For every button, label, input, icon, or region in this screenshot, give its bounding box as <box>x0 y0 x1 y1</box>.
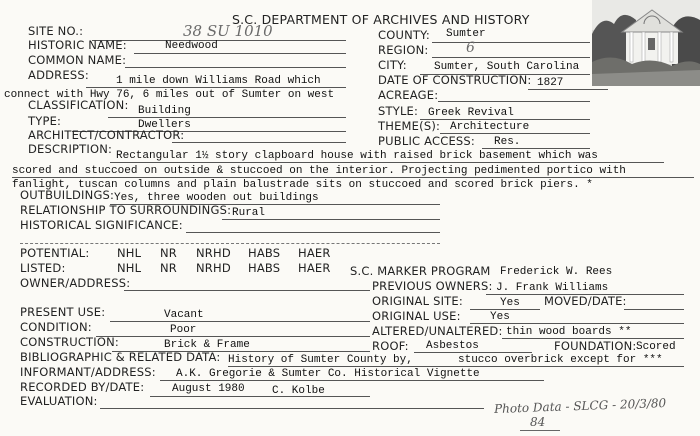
present-use-line <box>110 321 370 322</box>
roof-label: ROOF: <box>372 339 409 353</box>
potential-label: POTENTIAL: <box>20 246 90 260</box>
historic-name-line <box>134 53 346 54</box>
present-use-label: PRESENT USE: <box>20 305 106 319</box>
original-site-label: ORIGINAL SITE: <box>372 294 463 308</box>
altered-value: thin wood boards ** <box>506 326 632 338</box>
date-of-construction-label: DATE OF CONSTRUCTION: <box>378 73 532 87</box>
description-line-3: fanlight, tuscan columns and plain balustrade sits on stuccoed and scored brick piers. * <box>12 179 593 191</box>
recorded-line <box>150 396 370 397</box>
potential-option-nrhd: NRHD <box>196 246 231 260</box>
roof-value: Asbestos <box>426 340 479 352</box>
address-line-rule <box>86 87 346 88</box>
historic-name-label: HISTORIC NAME: <box>28 38 127 52</box>
construction-value: Brick & Frame <box>164 339 250 351</box>
condition-label: CONDITION: <box>20 320 92 334</box>
county-line <box>432 42 590 43</box>
previous-owners-value: J. Frank Williams <box>496 282 609 294</box>
date-of-construction-line <box>528 89 608 90</box>
county-value: Sumter <box>446 28 486 40</box>
site-no-value: 38 SU 1010 <box>183 22 273 40</box>
recorded-label: RECORDED BY/DATE: <box>20 380 145 394</box>
city-value: Sumter, South Carolina <box>434 61 580 73</box>
address-label: ADDRESS: <box>28 68 89 82</box>
informant-line <box>160 380 544 381</box>
previous-owners-label: PREVIOUS OWNERS: <box>372 279 493 293</box>
owner-line <box>124 290 370 291</box>
evaluation-label: EVALUATION: <box>20 394 98 408</box>
moved-date-line <box>624 309 684 310</box>
potential-option-nr: NR <box>160 246 177 260</box>
foundation-value: Scored <box>636 341 676 353</box>
original-site-line <box>470 309 540 310</box>
theme-label: THEME(S): <box>378 119 441 133</box>
architect-label: ARCHITECT/CONTRACTOR: <box>28 128 185 142</box>
marker-program-label: S.C. MARKER PROGRAM <box>350 264 491 278</box>
condition-value: Poor <box>170 324 197 336</box>
classification-line <box>108 117 346 118</box>
bibliographic-note: stucco overbrick except for *** <box>458 354 663 366</box>
description-label: DESCRIPTION: <box>28 142 113 156</box>
owner-label: OWNER/ADDRESS: <box>20 276 131 290</box>
city-label: CITY: <box>378 58 407 72</box>
potential-option-haer: HAER <box>298 246 331 260</box>
style-label: STYLE: <box>378 104 419 118</box>
classification-label: CLASSIFICATION: <box>28 98 129 112</box>
evaluation-line <box>100 408 484 409</box>
relationship-line <box>222 219 440 220</box>
listed-option-habs: HABS <box>248 261 281 275</box>
site-no-line <box>92 40 346 41</box>
recorded-by: C. Kolbe <box>272 385 325 397</box>
style-line <box>420 119 590 120</box>
listed-label: LISTED: <box>20 261 66 275</box>
photo-data-number: 84 <box>530 415 546 429</box>
bibliographic-line <box>228 366 684 367</box>
county-label: COUNTY: <box>378 28 430 42</box>
address-line-2: connect with Hwy 76, 6 miles out of Sumter on west <box>4 89 335 101</box>
public-access-line <box>482 148 590 149</box>
section-divider <box>20 243 440 244</box>
recorded-date: August 1980 <box>172 383 245 395</box>
listed-option-nrhd: NRHD <box>196 261 231 275</box>
significance-label: HISTORICAL SIGNIFICANCE: <box>20 218 183 232</box>
bibliographic-value: History of Sumter County by, <box>228 354 413 366</box>
classification-value: Building <box>138 105 191 117</box>
outbuildings-label: OUTBUILDINGS: <box>20 188 115 202</box>
public-access-value: Res. <box>494 136 521 148</box>
outbuildings-value: Yes, three wooden out buildings <box>114 192 319 204</box>
description-line-1: Rectangular 1½ story clapboard house with raised brick basement which was <box>116 150 598 162</box>
style-value: Greek Revival <box>428 107 514 119</box>
description-rule-1 <box>110 162 664 163</box>
type-label: TYPE: <box>28 114 62 128</box>
photo-data-note: Photo Data - SLCG - 20/3/80 <box>493 395 667 417</box>
site-no-label: SITE NO.: <box>28 24 84 38</box>
relationship-value: Rural <box>232 207 266 219</box>
date-of-construction-value: 1827 <box>537 77 564 89</box>
foundation-label: FOUNDATION: <box>554 339 637 353</box>
original-site-value: Yes <box>500 297 520 309</box>
acreage-label: ACREAGE: <box>378 88 439 102</box>
roof-line <box>414 352 532 353</box>
photo-data-underline <box>520 430 560 431</box>
historic-name-value: Needwood <box>165 40 218 52</box>
original-use-label: ORIGINAL USE: <box>372 309 461 323</box>
common-name-label: COMMON NAME: <box>28 53 127 67</box>
house-photograph <box>592 0 700 86</box>
region-value: 6 <box>466 40 475 56</box>
description-rule-2 <box>12 177 694 178</box>
marker-program-value: Frederick W. Rees <box>500 266 613 278</box>
type-value: Dwellers <box>138 119 191 131</box>
original-use-value: Yes <box>490 311 510 323</box>
architect-line <box>172 142 346 143</box>
acreage-line <box>438 101 590 102</box>
altered-label: ALTERED/UNALTERED: <box>372 324 503 338</box>
listed-option-haer: HAER <box>298 261 331 275</box>
potential-option-habs: HABS <box>248 246 281 260</box>
relationship-label: RELATIONSHIP TO SURROUNDINGS: <box>20 203 232 217</box>
informant-label: INFORMANT/ADDRESS: <box>20 365 156 379</box>
potential-option-nhl: NHL <box>117 246 142 260</box>
condition-line <box>96 336 370 337</box>
listed-option-nhl: NHL <box>117 261 142 275</box>
theme-value: Architecture <box>450 121 530 133</box>
significance-line <box>186 232 440 233</box>
region-label: REGION: <box>378 43 429 57</box>
public-access-label: PUBLIC ACCESS: <box>378 134 475 148</box>
address-line-1: 1 mile down Williams Road which <box>116 75 321 87</box>
card-title: S.C. DEPARTMENT OF ARCHIVES AND HISTORY <box>232 12 530 27</box>
moved-date-label: MOVED/DATE: <box>544 294 627 308</box>
description-line-2: scored and stuccoed on outside & stuccoed on the interior. Projecting pedimented portico with <box>12 165 626 177</box>
listed-option-nr: NR <box>160 261 177 275</box>
informant-value: A.K. Gregorie & Sumter Co. Historical Vignette <box>176 368 480 380</box>
common-name-line <box>125 67 346 68</box>
construction-label: CONSTRUCTION: <box>20 335 119 349</box>
bibliographic-label: BIBLIOGRAPHIC & RELATED DATA: <box>20 350 221 364</box>
present-use-value: Vacant <box>164 309 204 321</box>
region-line <box>432 57 590 58</box>
